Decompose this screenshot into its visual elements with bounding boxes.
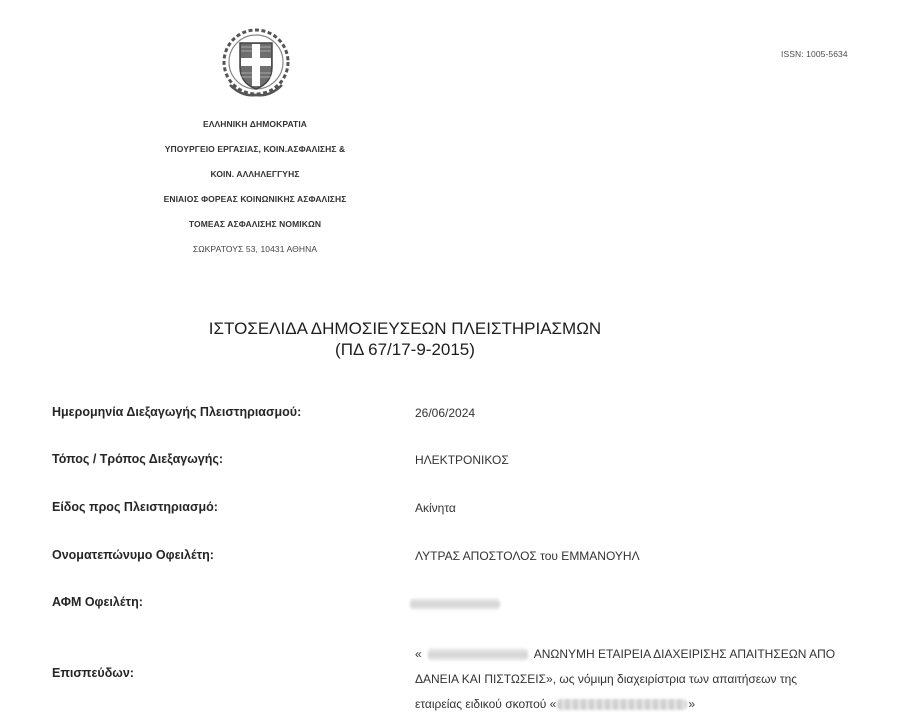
page-title [0, 318, 810, 360]
header-line-address: ΣΩΚΡΑΤΟΥΣ 53, 10431 ΑΘΗΝΑ [192, 244, 318, 254]
label-item-type: Είδος προς Πλειστηριασμό: [52, 500, 218, 514]
header-line-ministry: ΥΠΟΥΡΓΕΙΟ ΕΡΓΑΣΙΑΣ, ΚΟΙΝ.ΑΣΦΑΛΙΣΗΣ & [164, 144, 346, 154]
label-debtor-tax-id: ΑΦΜ Οφειλέτη: [52, 595, 143, 609]
value-auction-method: ΗΛΕΚΤΡΟΝΙΚΟΣ [415, 453, 509, 467]
redacted-spv-name [557, 699, 687, 710]
redacted-tax-id [410, 598, 500, 610]
greek-coat-of-arms-icon [218, 23, 294, 101]
value-auction-date: 26/06/2024 [415, 406, 476, 420]
label-debtor-name: Ονοματεπώνυμο Οφειλέτη: [52, 548, 214, 562]
label-pursuing-creditor: Επισπεύδων: [52, 666, 134, 680]
header-line-efka: ΕΝΙΑΙΟΣ ΦΟΡΕΑΣ ΚΟΙΝΩΝΙΚΗΣ ΑΣΦΑΛΙΣΗΣ [163, 194, 347, 204]
creditor-line-3-text: εταιρείας ειδικού σκοπού « [415, 697, 557, 711]
header-line-sector: ΤΟΜΕΑΣ ΑΣΦΑΛΙΣΗΣ ΝΟΜΙΚΩΝ [188, 219, 322, 229]
creditor-line-2: ΔΑΝΕΙΑ ΚΑΙ ΠΙΣΤΩΣΕΙΣ», ως νόμιμη διαχειρίστρια των απαιτήσεων της [415, 672, 798, 686]
creditor-line-1-text: ΑΝΩΝΥΜΗ ΕΤΑΙΡΕΙΑ ΔΙΑΧΕΙΡΙΣΗΣ ΑΠΑΙΤΗΣΕΩΝ ΑΠΟ [533, 647, 836, 661]
redacted-company-name [428, 648, 528, 661]
issn-label: ISSN: 1005-5634 [781, 49, 848, 59]
title-line-decree: (ΠΔ 67/17-9-2015) [335, 340, 475, 359]
value-item-type: Ακίνητα [415, 501, 456, 515]
title-line-main: ΙΣΤΟΣΕΛΙΔΑ ΔΗΜΟΣΙΕΥΣΕΩΝ ΠΛΕΙΣΤΗΡΙΑΣΜΩΝ [208, 319, 602, 338]
creditor-line-3 [415, 692, 875, 717]
creditor-line-1 [415, 642, 875, 667]
header-line-ministry-cont: ΚΟΙΝ. ΑΛΛΗΛΕΓΓΥΗΣ [210, 169, 300, 179]
header-line-republic: ΕΛΛΗΝΙΚΗ ΔΗΜΟΚΡΑΤΙΑ [202, 119, 308, 129]
value-debtor-name: ΛΥΤΡΑΣ ΑΠΟΣΤΟΛΟΣ του ΕΜΜΑΝΟΥΗΛ [415, 549, 640, 563]
label-auction-method: Τόπος / Τρόπος Διεξαγωγής: [52, 452, 224, 466]
open-quote: « [415, 647, 422, 661]
value-pursuing-creditor [415, 642, 875, 717]
close-quote: » [688, 697, 696, 711]
issuing-authority-block [115, 117, 395, 267]
label-auction-date: Ημερομηνία Διεξαγωγής Πλειστηριασμού: [52, 405, 302, 419]
